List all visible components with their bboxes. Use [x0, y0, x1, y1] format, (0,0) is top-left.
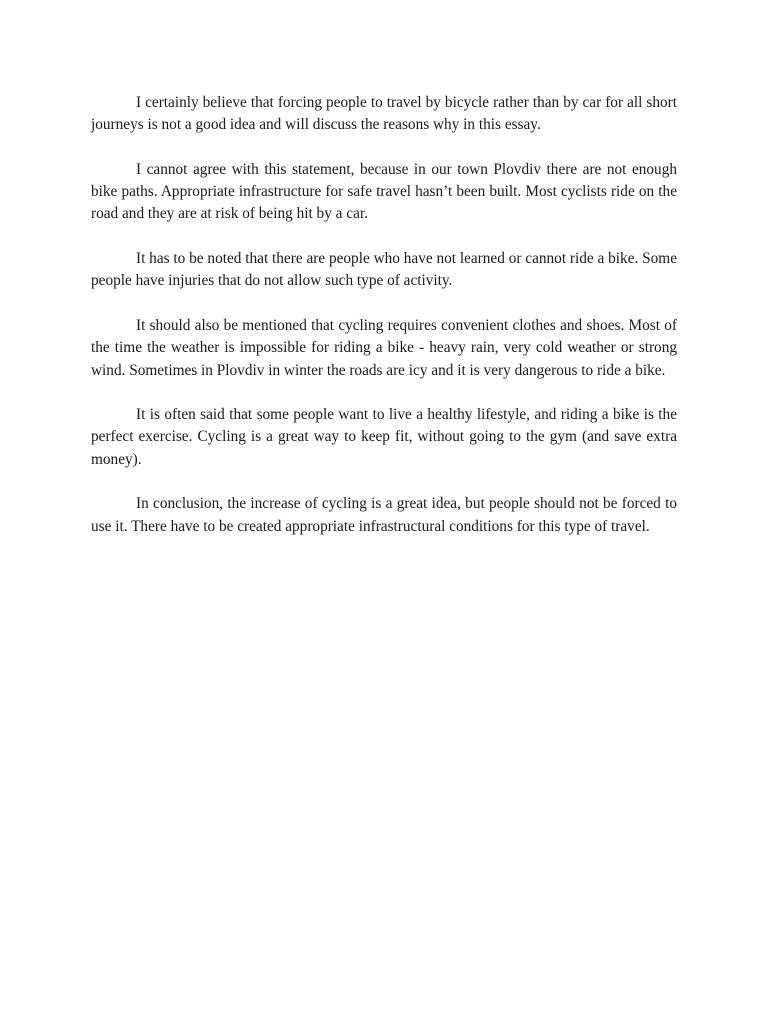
- paragraph-conclusion: In conclusion, the increase of cycling is a great idea, but people should not be forced to use it. There have to be created appropriate infrastructural conditions for this type of travel.: [91, 495, 677, 535]
- paragraph-healthy-lifestyle: It is often said that some people want to live a healthy lifestyle, and riding a bike is the perfect exercise. Cycling is a great way to keep fit, without going to the gym (and save extra money).: [91, 406, 677, 468]
- essay-body: [91, 92, 677, 560]
- paragraph-ability: It has to be noted that there are people who have not learned or cannot ride a bike. Some people have injuries that do not allow such type of activity.: [91, 250, 677, 290]
- paragraph-bike-paths: I cannot agree with this statement, because in our town Plovdiv there are not enough bike paths. Appropriate infrastructure for safe travel hasn’t been built. Most cyclists ride on the road and they are at risk of being hit by a car.: [91, 160, 677, 223]
- paragraph-introduction: I certainly believe that forcing people to travel by bicycle rather than by car for all short journeys is not a good idea and will discuss the reasons why in this essay.: [91, 94, 677, 134]
- paragraph-weather: It should also be mentioned that cycling requires convenient clothes and shoes. Most of the time the weather is impossible for riding a bike - heavy rain, very cold weather or strong wind. Sometimes in Plovdiv in winter the roads are icy and it is very dangerous to ride a bike.: [91, 316, 677, 379]
